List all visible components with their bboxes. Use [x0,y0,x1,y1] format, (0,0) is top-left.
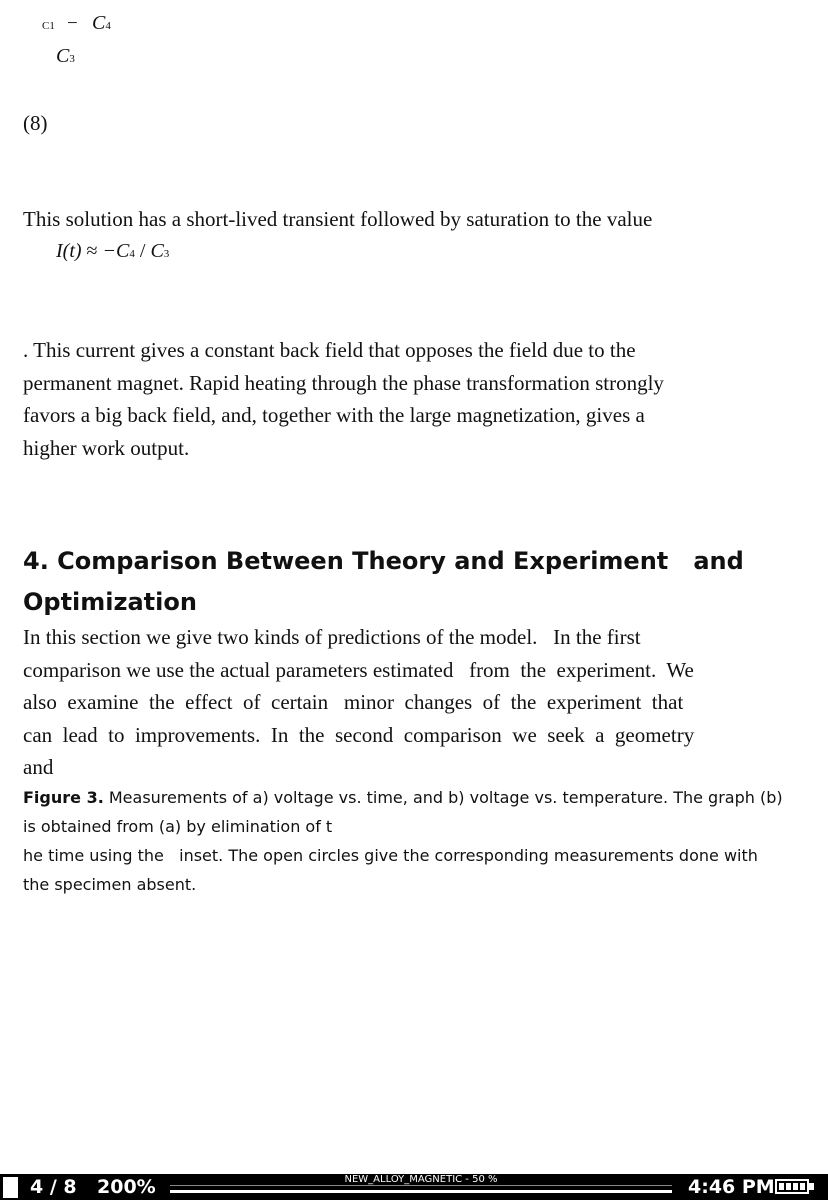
battery-cell [779,1183,784,1190]
battery-cell [793,1183,798,1190]
paragraph-back-field [23,334,783,464]
paragraph-line: In this section we give two kinds of predictions of the model. In the first [23,625,641,649]
caption-line: Figure 3. Measurements of a) voltage vs. time, and b) voltage vs. temperature. The graph (b) [23,788,783,807]
figure-caption [23,783,793,899]
battery-cell [800,1183,805,1190]
paragraph-saturation: This solution has a short-lived transient followed by saturation to the value [23,207,653,231]
progress-track [170,1185,672,1186]
paragraph-line: higher work output. [23,435,190,460]
battery-tip [809,1183,814,1190]
paragraph-line: also examine the effect of certain minor changes of the experiment that [23,690,684,714]
progress-fill [170,1190,421,1193]
document-name: NEW_ALLOY_MAGNETIC - 50 % [344,1174,498,1185]
equation-saturation-value: I(t) ≈ −C4 / C3 [56,240,170,262]
paragraph-line: and [23,755,54,779]
heading-line: 4. Comparison Between Theory and Experiment and [23,547,744,575]
paragraph-line: favors a big back field, and, together with the large magnetization, gives a [23,403,645,427]
caption-label: Figure 3. [23,788,104,807]
equation-minus: − [67,13,78,34]
battery-cell [786,1183,791,1190]
section-heading [23,541,744,623]
equation-number: (8) [23,111,48,135]
caption-line: the specimen absent. [23,875,197,894]
paragraph-line: can lead to improvements. In the second comparison we seek a geometry [23,722,695,747]
battery-icon [775,1179,809,1194]
paragraph-line: comparison we use the actual parameters estimated from the experiment. We [23,657,694,682]
caption-line: he time using the inset. The open circles give the corresponding measurements done with [23,846,758,865]
caption-line: is obtained from (a) by elimination of t [23,817,333,836]
reader-status-bar [0,1174,828,1200]
clock: 4:46 PM [688,1176,775,1198]
heading-line: Optimization [23,588,197,616]
equation-c1: C1 [42,20,55,32]
zoom-level[interactable]: 200% [97,1176,156,1198]
paragraph-line: permanent magnet. Rapid heating through the phase transformation strongly [23,370,664,395]
reading-progress-bar[interactable] [170,1190,672,1193]
paragraph-predictions [23,621,783,784]
equation-c4: C4 [92,12,111,34]
bookmark-icon[interactable] [3,1177,18,1198]
page-indicator[interactable]: 4 / 8 [30,1176,77,1198]
paragraph-line: . This current gives a constant back field that opposes the field due to the [23,338,636,362]
equation-c3: C3 [56,45,75,67]
